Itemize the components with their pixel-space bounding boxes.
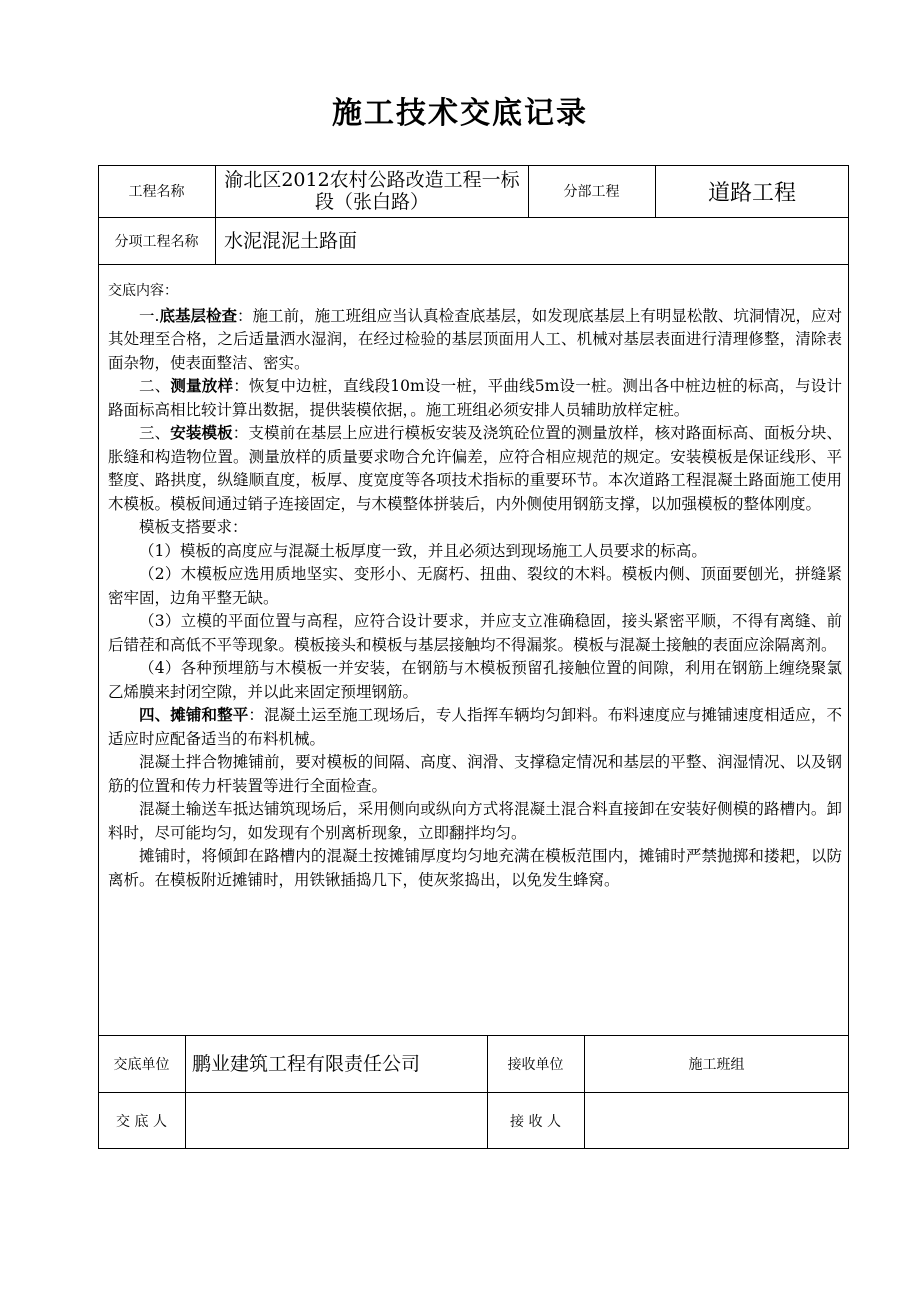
project-name-label: 工程名称 xyxy=(128,184,185,200)
subitem-value: 水泥混泥土路面 xyxy=(224,229,358,252)
issuer-unit-value: 鹏业建筑工程有限责任公司 xyxy=(192,1052,421,1075)
paragraph: （4）各种预埋筋与木模板一并安装，在钢筋与木模板预留孔接触位置的间隙，利用在钢筋上缠绕聚氯乙烯膜来封闭空隙，并以此来固定预埋钢筋。 xyxy=(108,659,842,701)
division-label: 分部工程 xyxy=(563,184,620,200)
receiver-unit-label: 接收单位 xyxy=(507,1056,564,1073)
paragraph: 一.底基层检查：施工前，施工班组应当认真检查底基层，如发现底基层上有明显松散、坑洞情况，应对其处理至合格，之后适量洒水湿润，在经过检验的基层顶面用人工、机械对基层表面进行清理修整，清除表面杂物，使表面整洁、密实。 xyxy=(108,306,842,372)
receiver-unit-value: 施工班组 xyxy=(688,1056,745,1073)
briefing-content xyxy=(108,280,842,892)
column-divider xyxy=(215,165,216,264)
content-heading: 交底内容： xyxy=(108,283,178,299)
issuer-person-label: 交 底 人 xyxy=(116,1113,167,1130)
paragraph: （1）模板的高度应与混凝土板厚度一致，并且必须达到现场施工人员要求的标高。 xyxy=(139,541,707,560)
issuer-person-value xyxy=(185,1092,487,1149)
receiver-person-value xyxy=(584,1092,849,1149)
subitem-label: 分项工程名称 xyxy=(114,233,199,250)
paragraph: 模板支搭要求： xyxy=(139,518,248,536)
paragraph: 四、摊铺和整平：混凝土运至施工现场后，专人指挥车辆均匀卸料。布料速度应与摊铺速度相适应，不适应时应配备适当的布料机械。 xyxy=(108,706,842,748)
row-divider xyxy=(98,264,849,265)
paragraph: 混凝土拌合物摊铺前，要对模板的间隔、高度、润滑、支撑稳定情况和基层的平整、润湿情况、以及钢筋的位置和传力杆装置等进行全面检查。 xyxy=(108,753,842,795)
document-title: 施工技术交底记录 xyxy=(332,96,588,131)
issuer-unit-label: 交底单位 xyxy=(113,1056,170,1073)
receiver-person-label: 接 收 人 xyxy=(510,1113,561,1130)
project-name-value: 渝北区2012农村公路改造工程一标段（张白路） xyxy=(224,169,520,213)
paragraph: 三、安装模板：支模前在基层上应进行模板安装及浇筑砼位置的测量放样，核对路面标高、面板分块、胀缝和构造物位置。测量放样的质量要求吻合允许偏差，应符合相应规范的规定。安装模板是保证线形、平整度、路拱度，纵缝顺直度，板厚、度宽度等各项技术指标的重要环节。本次道路工程混凝土路面施工使用木模板。模板间通过销子连接固定，与木模整体拼装后，内外侧使用钢筋支撑，以加强模板的整体刚度。 xyxy=(108,424,842,513)
division-value: 道路工程 xyxy=(707,180,796,206)
paragraph: 二、测量放样：恢复中边桩，直线段10m设一桩，平曲线5m设一桩。测出各中桩边桩的标高，与设计路面标高相比较计算出数据，提供装模依据，。施工班组必须安排人员辅助放样定桩。 xyxy=(108,377,842,419)
paragraph: 混凝土输送车抵达铺筑现场后，采用侧向或纵向方式将混凝土混合料直接卸在安装好侧模的路槽内。卸料时，尽可能均匀，如发现有个别离析现象，立即翻拌均匀。 xyxy=(108,800,842,842)
paragraph: （2）木模板应选用质地坚实、变形小、无腐朽、扭曲、裂纹的木料。模板内侧、顶面要刨光，拼缝紧密牢固，边角平整无缺。 xyxy=(108,565,842,607)
paragraph: （3）立模的平面位置与高程，应符合设计要求，并应支立准确稳固，接头紧密平顺，不得有离缝、前后错茬和高低不平等现象。模板接头和模板与基层接触均不得漏浆。模板与混凝土接触的表面应涂隔离剂。 xyxy=(108,612,842,654)
paragraph: 摊铺时，将倾卸在路槽内的混凝土按摊铺厚度均匀地充满在模板范围内，摊铺时严禁抛掷和搂耙，以防离析。在模板附近摊铺时，用铁锹插捣几下，使灰浆捣出，以免发生蜂窝。 xyxy=(108,847,842,889)
